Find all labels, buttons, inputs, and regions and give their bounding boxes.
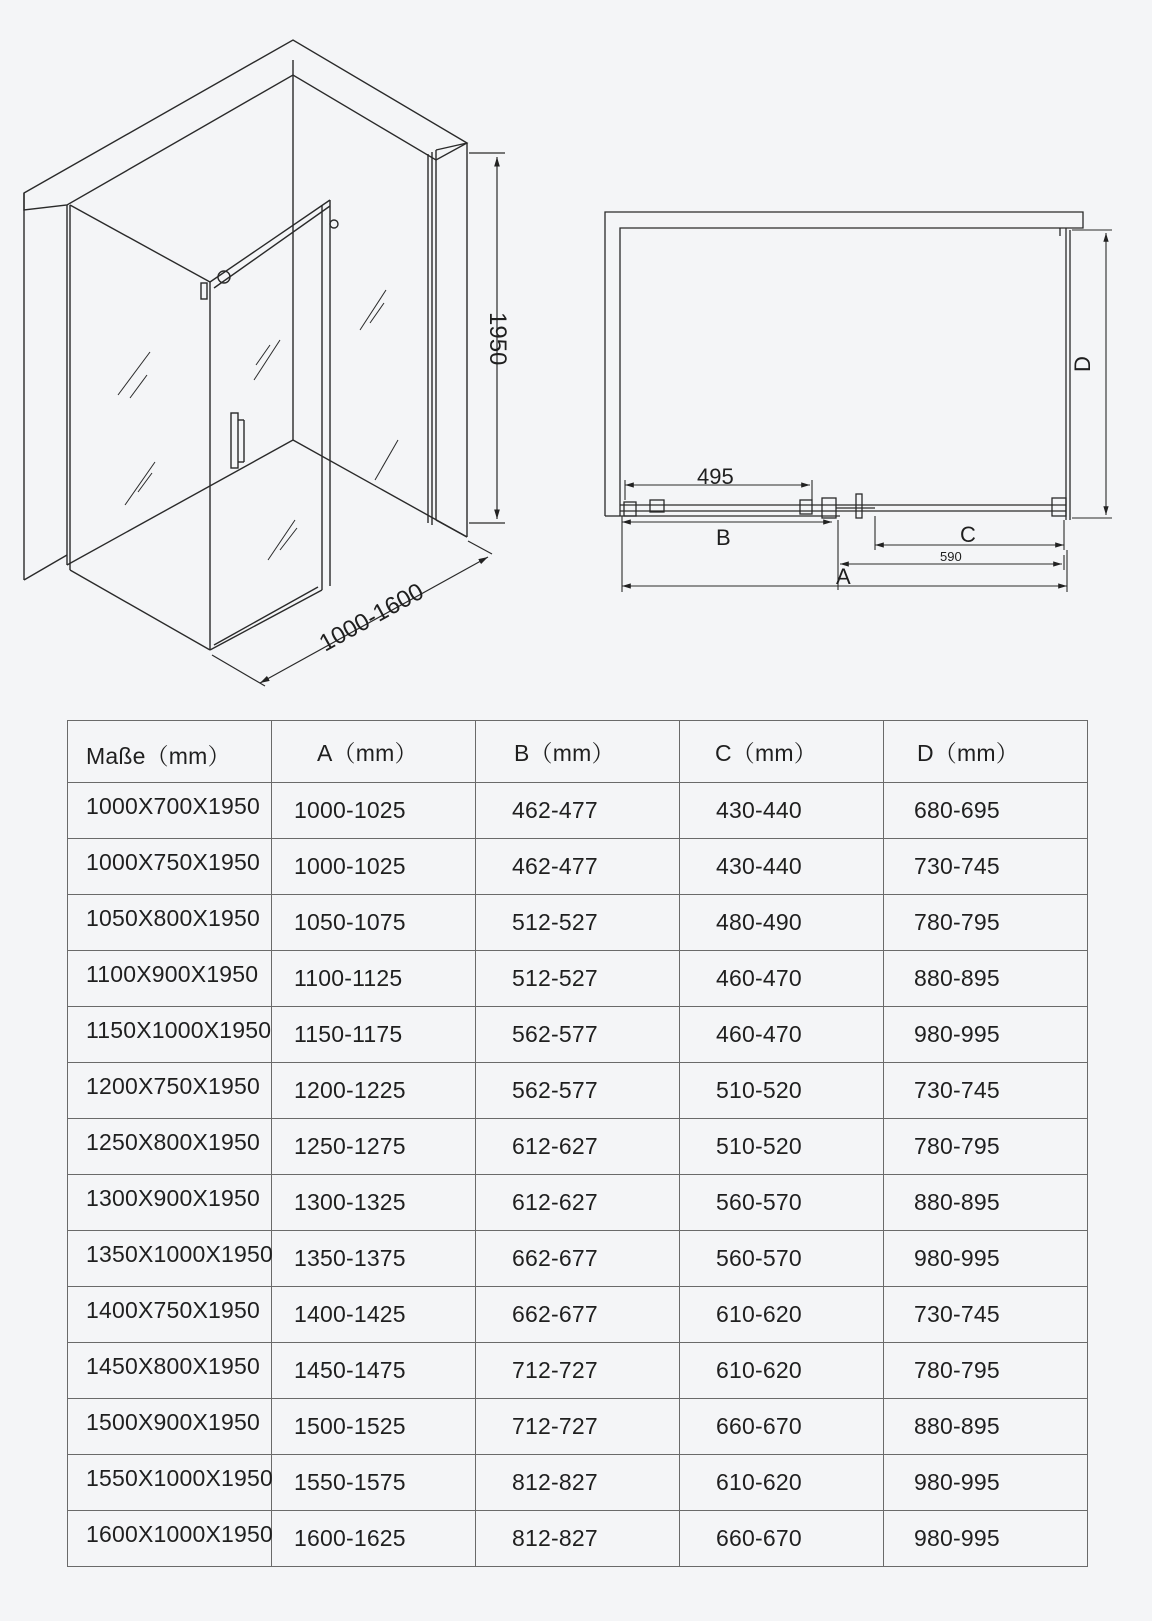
d-cell: 780-795 [884, 1119, 1088, 1175]
c-cell: 510-520 [680, 1119, 884, 1175]
b-cell: 612-627 [476, 1119, 680, 1175]
d-cell: 880-895 [884, 1399, 1088, 1455]
label-a: A [836, 564, 851, 589]
d-cell: 730-745 [884, 1063, 1088, 1119]
a-cell: 1450-1475 [272, 1343, 476, 1399]
c-cell: 660-670 [680, 1511, 884, 1567]
size-cell: 1500X900X1950 [68, 1399, 272, 1455]
header-b: B（mm） [476, 721, 680, 783]
table-row [68, 1007, 1088, 1063]
b-cell: 562-577 [476, 1007, 680, 1063]
d-cell: 780-795 [884, 1343, 1088, 1399]
label-d: D [1070, 356, 1095, 372]
size-cell: 1150X1000X1950 [68, 1007, 272, 1063]
b-cell: 562-577 [476, 1063, 680, 1119]
size-cell: 1450X800X1950 [68, 1343, 272, 1399]
b-cell: 462-477 [476, 783, 680, 839]
a-cell: 1100-1125 [272, 951, 476, 1007]
size-cell: 1550X1000X1950 [68, 1455, 272, 1511]
d-cell: 980-995 [884, 1007, 1088, 1063]
label-b: B [716, 525, 731, 550]
dimensions-table [67, 720, 1088, 1567]
size-cell: 1600X1000X1950 [68, 1511, 272, 1567]
table-row [68, 895, 1088, 951]
c-cell: 610-620 [680, 1455, 884, 1511]
c-cell: 610-620 [680, 1343, 884, 1399]
d-cell: 880-895 [884, 1175, 1088, 1231]
table-row [68, 839, 1088, 895]
size-cell: 1400X750X1950 [68, 1287, 272, 1343]
d-cell: 730-745 [884, 1287, 1088, 1343]
b-cell: 662-677 [476, 1231, 680, 1287]
a-cell: 1250-1275 [272, 1119, 476, 1175]
c-cell: 510-520 [680, 1063, 884, 1119]
d-cell: 680-695 [884, 783, 1088, 839]
table-row [68, 1063, 1088, 1119]
b-cell: 662-677 [476, 1287, 680, 1343]
table-row [68, 1399, 1088, 1455]
technical-drawing [0, 0, 1152, 700]
table-row [68, 1343, 1088, 1399]
table-row [68, 1455, 1088, 1511]
size-cell: 1000X750X1950 [68, 839, 272, 895]
b-cell: 712-727 [476, 1343, 680, 1399]
table-row [68, 1175, 1088, 1231]
width-label: 1000-1600 [314, 577, 429, 658]
size-cell: 1050X800X1950 [68, 895, 272, 951]
table-row [68, 1511, 1088, 1567]
a-cell: 1050-1075 [272, 895, 476, 951]
c-cell: 560-570 [680, 1175, 884, 1231]
a-cell: 1200-1225 [272, 1063, 476, 1119]
header-c: C（mm） [680, 721, 884, 783]
c-cell: 430-440 [680, 839, 884, 895]
size-cell: 1100X900X1950 [68, 951, 272, 1007]
b-cell: 462-477 [476, 839, 680, 895]
dim-d [1072, 230, 1112, 518]
a-cell: 1000-1025 [272, 839, 476, 895]
label-495: 495 [697, 464, 734, 489]
b-cell: 812-827 [476, 1455, 680, 1511]
b-cell: 512-527 [476, 951, 680, 1007]
a-cell: 1350-1375 [272, 1231, 476, 1287]
c-cell: 560-570 [680, 1231, 884, 1287]
a-cell: 1150-1175 [272, 1007, 476, 1063]
size-cell: 1000X700X1950 [68, 783, 272, 839]
b-cell: 512-527 [476, 895, 680, 951]
c-cell: 480-490 [680, 895, 884, 951]
table-row [68, 951, 1088, 1007]
b-cell: 612-627 [476, 1175, 680, 1231]
size-cell: 1200X750X1950 [68, 1063, 272, 1119]
a-cell: 1400-1425 [272, 1287, 476, 1343]
c-cell: 460-470 [680, 951, 884, 1007]
plan-view [605, 212, 1083, 520]
header-size: Maße（mm） [68, 721, 272, 783]
b-cell: 812-827 [476, 1511, 680, 1567]
header-a: A（mm） [272, 721, 476, 783]
label-c: C [960, 522, 976, 547]
d-cell: 730-745 [884, 839, 1088, 895]
header-d: D（mm） [884, 721, 1088, 783]
table-body [68, 783, 1088, 1567]
table-row [68, 1119, 1088, 1175]
c-cell: 460-470 [680, 1007, 884, 1063]
label-590: 590 [940, 549, 962, 564]
isometric-view [24, 40, 467, 650]
c-cell: 660-670 [680, 1399, 884, 1455]
glass-reflections [118, 290, 398, 560]
d-cell: 880-895 [884, 951, 1088, 1007]
a-cell: 1550-1575 [272, 1455, 476, 1511]
table-row [68, 1287, 1088, 1343]
d-cell: 780-795 [884, 895, 1088, 951]
size-cell: 1350X1000X1950 [68, 1231, 272, 1287]
d-cell: 980-995 [884, 1231, 1088, 1287]
height-label: 1950 [484, 312, 511, 366]
a-cell: 1500-1525 [272, 1399, 476, 1455]
table-row [68, 783, 1088, 839]
c-cell: 430-440 [680, 783, 884, 839]
size-cell: 1250X800X1950 [68, 1119, 272, 1175]
a-cell: 1300-1325 [272, 1175, 476, 1231]
d-cell: 980-995 [884, 1511, 1088, 1567]
c-cell: 610-620 [680, 1287, 884, 1343]
d-cell: 980-995 [884, 1455, 1088, 1511]
table-header-row [68, 721, 1088, 783]
a-cell: 1600-1625 [272, 1511, 476, 1567]
a-cell: 1000-1025 [272, 783, 476, 839]
size-cell: 1300X900X1950 [68, 1175, 272, 1231]
table-row [68, 1231, 1088, 1287]
b-cell: 712-727 [476, 1399, 680, 1455]
